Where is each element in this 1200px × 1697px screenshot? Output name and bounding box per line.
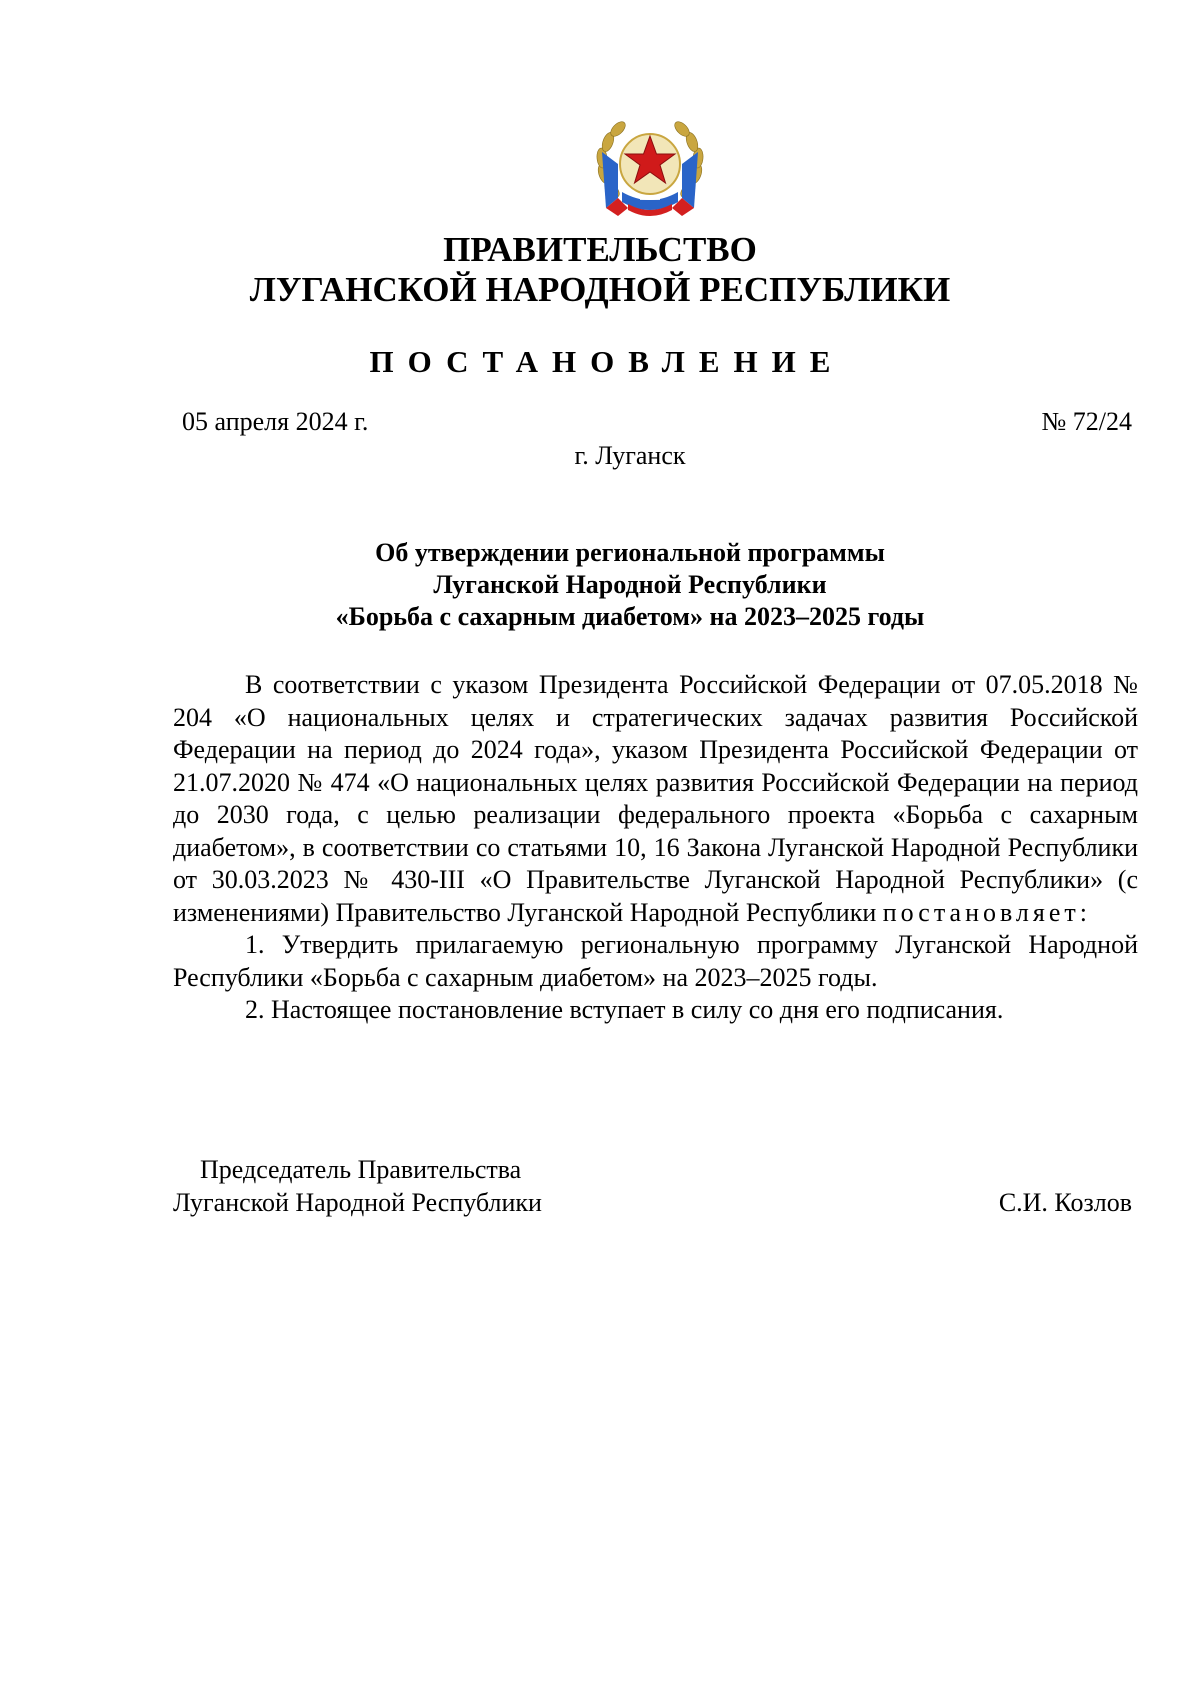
- coat-of-arms-icon: [588, 112, 712, 222]
- document-body: [173, 669, 1138, 1027]
- document-city: г. Луганск: [574, 441, 686, 470]
- org-title-line2: ЛУГАНСКОЙ НАРОДНОЙ РЕСПУБЛИКИ: [249, 270, 951, 309]
- resolves-word: постановляет:: [882, 897, 1091, 927]
- signatory-position-line1: Председатель Правительства: [200, 1155, 522, 1184]
- signatory-name: С.И. Козлов: [998, 1188, 1132, 1217]
- body-paragraph-preamble: [173, 669, 1138, 929]
- document-title-line2: Луганской Народной Республики: [433, 570, 827, 599]
- document-title-line1: Об утверждении региональной программы: [375, 538, 885, 567]
- preamble-text: В соответствии с указом Президента Российской Федерации от 07.05.2018 № 204 «О национальных целях и стратегических задачах развития Российской Федерации на период до 2024 года», указом Президента Российской Федерации от 21.07.2020 № 474 «О национальных целях развития Российской Федерации на период до 2030 года, с целью реализации федерального проекта «Борьба с сахарным диабетом», в соответствии со статьями 10, 16 Закона Луганской Народной Республики от 30.03.2023 № 430-III «О Правительстве Луганской Народной Республики» (с изменениями) Правительство Луганской Народной Республики: [173, 670, 1138, 927]
- document-date: 05 апреля 2024 г.: [182, 407, 369, 436]
- document-type: ПОСТАНОВЛЕНИЕ: [369, 344, 845, 379]
- body-paragraph-item-1: 1. Утвердить прилагаемую региональную программу Луганской Народной Республики «Борьба с сахарным диабетом» на 2023–2025 годы.: [173, 930, 1138, 992]
- document-title-line3: «Борьба с сахарным диабетом» на 2023–2025 годы: [335, 602, 925, 631]
- signatory-position-line2: Луганской Народной Республики: [173, 1188, 542, 1217]
- document-title: [150, 537, 1110, 633]
- document-number: № 72/24: [1041, 407, 1132, 436]
- body-paragraph-item-2: 2. Настоящее постановление вступает в силу со дня его подписания.: [245, 995, 1004, 1024]
- org-title-line1: ПРАВИТЕЛЬСТВО: [443, 230, 757, 269]
